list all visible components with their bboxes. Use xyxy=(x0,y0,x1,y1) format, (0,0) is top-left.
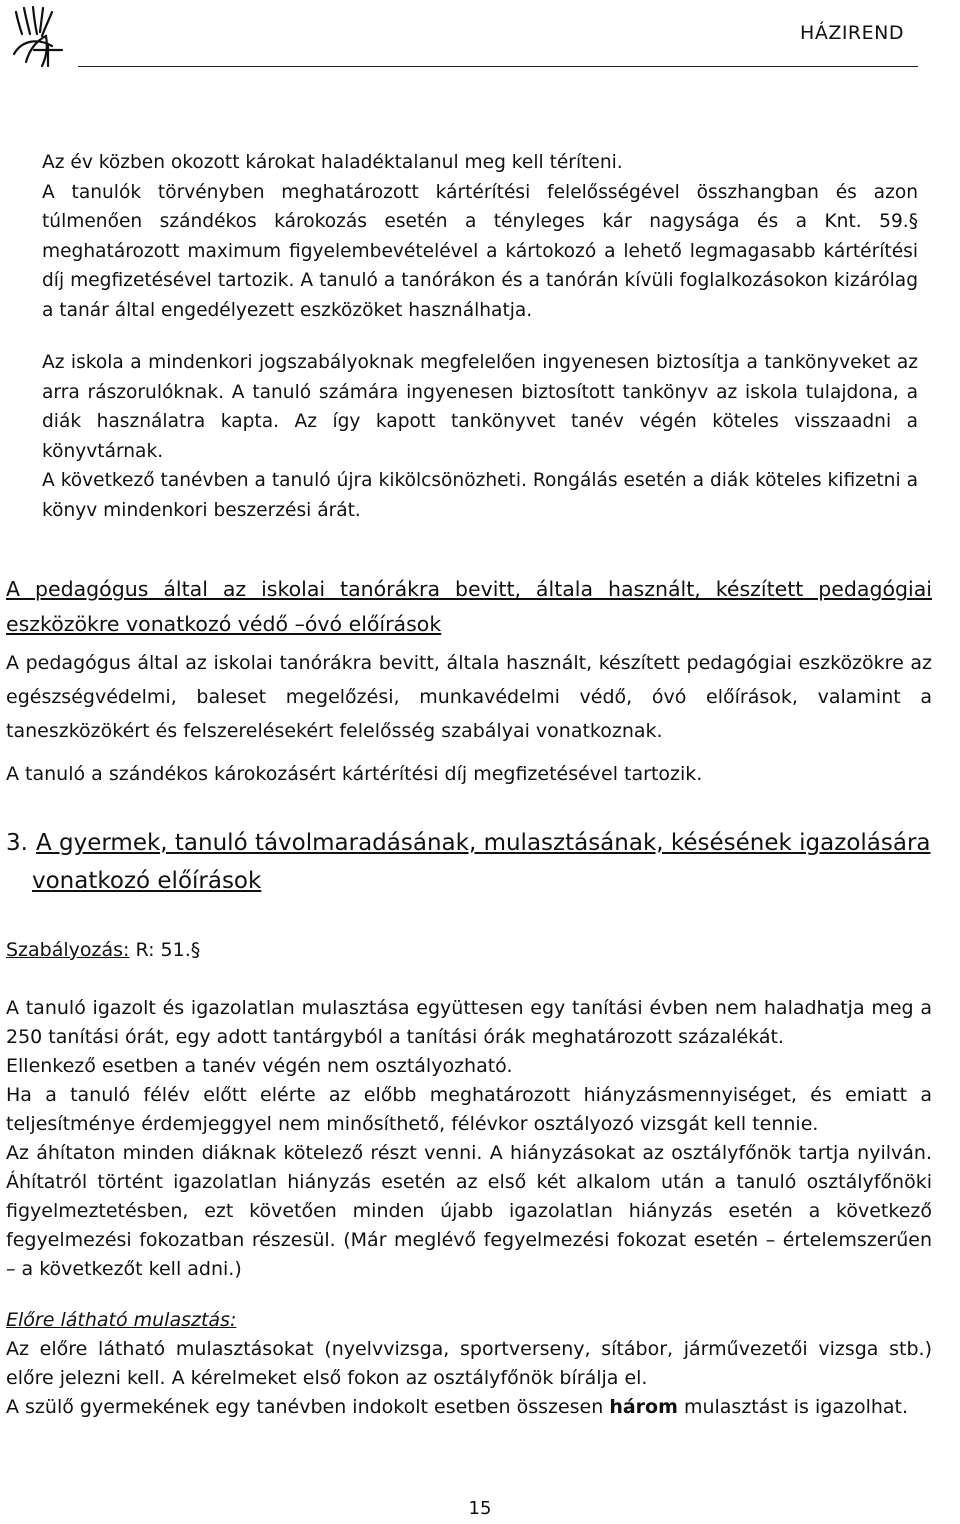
parent-bold: három xyxy=(609,1396,678,1418)
section-3-heading xyxy=(6,824,932,900)
body-paragraph: A tanuló igazolt és igazolatlan mulasztása együttesen egy tanítási évben nem haladhatja meg a 250 tanítási órát, egy adott tantárgyból a tanítási órák meghatározott százalékát. xyxy=(6,997,932,1048)
intro-paragraph-1 xyxy=(42,148,918,325)
section-heading: A pedagógus által az iskolai tanórákra bevitt, általa használt, készített pedagógiai eszközökre vonatkozó védő –óvó előírások xyxy=(6,577,932,636)
body-paragraph: Az áhítaton minden diáknak kötelező részt venni. A hiányzásokat az osztályfőnök tartja nyilván. Áhítatról történt igazolatlan hiányzás esetén az első két alkalom után a tanuló osztályfőnöki figyelmeztetésben, ezt követően minden újabb igazolatlan hiányzás esetén a következő fegyelmezési fokozatban részesül. (Már meglévő fegyelmezési fokozat esetén – értelemszerűen – a következőt kell adni.) xyxy=(6,1142,932,1280)
school-logo-icon xyxy=(8,4,68,70)
foreseeable-paragraph: Az előre látható mulasztásokat (nyelvvizsga, sportverseny, sítábor, járművezetői vizsga stb.) előre jelezni kell. A kérelmeket első fokon az osztályfőnök bírálja el. xyxy=(6,1338,932,1389)
parent-prefix: A szülő gyermekének egy tanévben indokolt esetben összesen xyxy=(6,1396,610,1418)
body-paragraph: Ellenkező esetben a tanév végén nem osztályozható. xyxy=(6,1055,513,1077)
parent-paragraph xyxy=(6,1393,932,1422)
textbook-paragraph: Az iskola a mindenkori jogszabályoknak megfelelően ingyenesen biztosítja a tankönyveket az arra rászorulóknak. A tanuló számára ingyenesen biztosított tankönyv az iskola tulajdona, a diák használatra kapta. Az így kapott tankönyvet tanév végén köteles visszaadni a könyvtárnak. xyxy=(42,352,918,462)
section-3-body xyxy=(6,994,932,1284)
header-title: HÁZIREND xyxy=(800,22,904,44)
header-rule xyxy=(78,66,918,67)
textbook-paragraph: A következő tanévben a tanuló újra kikölcsönözheti. Rongálás esetén a diák köteles kifizetni a könyv mindenkori beszerzési árát. xyxy=(42,470,918,521)
section-heading-line2: vonatkozó előírások xyxy=(32,868,262,894)
regulation-line xyxy=(6,936,932,965)
intro-sentence: A tanulók törvényben meghatározott kártérítési felelősségével összhangban és azon túlmenően szándékos károkozás esetén a tényleges kár nagysága és a Knt. 59.§ meghatározott maximum figyelembevételével a kártokozó a lehető legmagasabb kártérítési díj megfizetésével tartozik. A tanuló a tanórákon és a tanórán kívüli foglalkozásokon kizárólag a tanár által engedélyezett eszközöket használhatja. xyxy=(42,181,918,321)
page-number: 15 xyxy=(468,1498,492,1519)
body-paragraph: Ha a tanuló félév előtt elérte az előbb meghatározott hiányzásmennyiséget, és emiatt a teljesítménye érdemjeggyel nem minősíthető, félévkor osztályozó vizsgát kell tennie. xyxy=(6,1084,932,1135)
section-heading-line1: A gyermek, tanuló távolmaradásának, mulasztásának, késésének igazolására xyxy=(35,830,931,856)
intro-paragraph-2 xyxy=(42,348,918,525)
section-damage: A tanuló a szándékos károkozásért kártérítési díj megfizetésével tartozik. xyxy=(6,763,703,785)
section-tools xyxy=(6,572,932,789)
intro-sentence: Az év közben okozott károkat haladéktalanul meg kell téríteni. xyxy=(42,152,623,173)
section-number: 3. xyxy=(6,830,28,856)
section-body: A pedagógus által az iskolai tanórákra bevitt, általa használt, készített pedagógiai eszközökre az egészségvédelmi, baleset megelőzési, munkavédelmi védő, óvó előírások, valamint a taneszközökért és felszerelésekért felelősség szabályai vonatkoznak. xyxy=(6,652,932,742)
regulation-label: Szabályozás: xyxy=(6,939,130,961)
regulation-value: R: 51.§ xyxy=(129,939,201,961)
parent-suffix: mulasztást is igazolhat. xyxy=(677,1396,909,1418)
foreseeable-label: Előre látható mulasztás: xyxy=(6,1309,237,1331)
foreseeable-section xyxy=(6,1306,932,1422)
